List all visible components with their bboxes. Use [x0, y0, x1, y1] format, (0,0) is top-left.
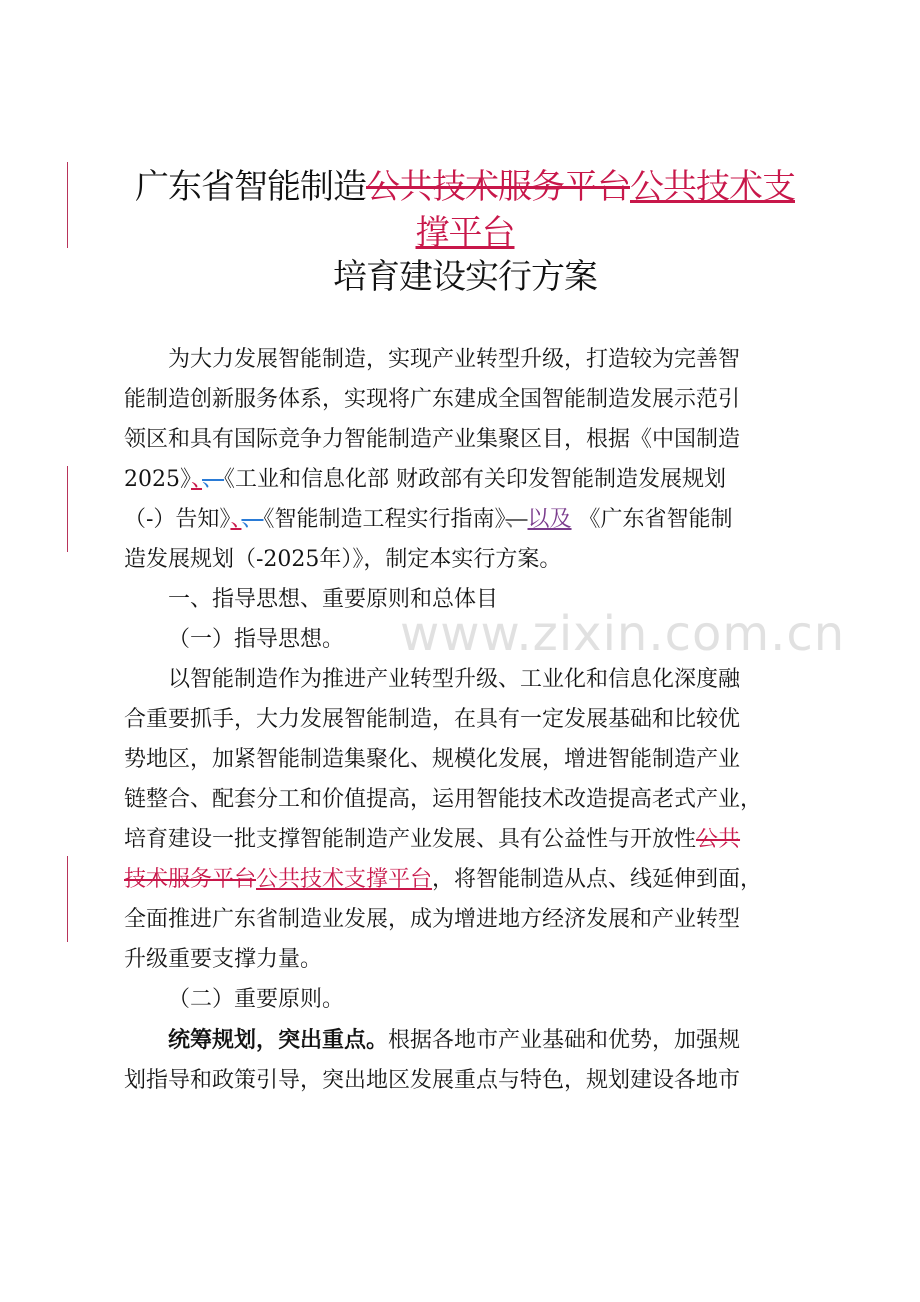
watermark: www.zixin.com.cn: [400, 606, 846, 662]
subsection-heading: （二）重要原则。: [168, 987, 345, 1012]
document-subtitle: [120, 254, 810, 300]
text-line: 合重要抓手，大力发展智能制造，在具有一定发展基础和比较优: [124, 707, 741, 732]
text-run: 《广东省智能制: [578, 507, 733, 532]
principle-paragraph: [124, 1020, 806, 1061]
text-line: [124, 820, 806, 860]
inserted-text: 以及: [527, 507, 572, 532]
text-line: 为大力发展智能制造，实现产业转型升级，打造较为完善智: [168, 347, 741, 372]
text-line: 能制造创新服务体系，实现将广东建成全国智能制造发展示范引: [124, 387, 741, 412]
text-line: [124, 460, 806, 500]
text-run: 根据各地市产业基础和优势，加强规: [388, 1028, 741, 1053]
document-title: [120, 164, 810, 256]
deleted-text: 、: [241, 507, 264, 532]
subtitle-text: 培育建设实行方案: [333, 257, 597, 297]
deleted-text: 、: [202, 467, 225, 492]
title-inserted-text: 公共技术支: [630, 167, 795, 207]
text-line: 以智能制造作为推进产业转型升级、工业化和信息化深度融: [168, 667, 741, 692]
text-line: [124, 500, 806, 540]
deleted-text: 技术服务平台: [124, 867, 257, 892]
document-body: [124, 340, 806, 1101]
title-deleted-text: 公共技术服务平台: [366, 167, 630, 207]
text-run: （-）告知》: [124, 507, 231, 532]
text-run: 《工业和信息化部 财政部有关印发智能制造发展规划: [224, 467, 727, 492]
deleted-text: 公共: [696, 827, 741, 852]
section-heading: 一、指导思想、重要原则和总体目: [168, 587, 499, 612]
text-line: 造发展规划（-2025年）》，制定本实行方案。: [124, 547, 562, 572]
text-line: 势地区，加紧智能制造集聚化、规模化发展，增进智能制造产业: [124, 747, 741, 772]
deleted-text: 、: [505, 507, 528, 532]
subsection-heading: （一）指导思想。: [168, 627, 345, 652]
inserted-text: 、: [230, 507, 242, 532]
change-bar: [67, 162, 68, 248]
text-run: 培育建设一批支撑智能制造产业发展、具有公益性与开放性: [124, 827, 697, 852]
inserted-text: 、: [191, 467, 203, 492]
text-run: ，将智能制造从点、线延伸到面，: [432, 867, 763, 892]
title-text: 广东省智能制造: [135, 167, 366, 207]
text-line: 链整合、配套分工和价值提高，运用智能技术改造提高老式产业，: [124, 787, 763, 812]
text-line: 升级重要支撑力量。: [124, 947, 323, 972]
intro-paragraph: [124, 340, 806, 380]
change-bar: [67, 856, 68, 942]
change-bar: [67, 466, 68, 552]
text-line: 领区和具有国际竞争力智能制造产业集聚区目，根据《中国制造: [124, 427, 741, 452]
text-line: [124, 860, 806, 900]
text-line: 划指导和政策引导，突出地区发展重点与特色，规划建设各地市: [124, 1068, 741, 1093]
text-run: 2025》: [124, 467, 191, 492]
bold-lead: 统筹规划，突出重点。: [168, 1027, 389, 1053]
text-run: 《智能制造工程实行指南》: [263, 507, 506, 532]
text-line: [124, 1020, 806, 1061]
inserted-text: 公共技术支撑平台: [256, 867, 433, 892]
guiding-paragraph: [124, 660, 806, 700]
text-line: 全面推进广东省制造业发展，成为增进地方经济发展和产业转型: [124, 907, 741, 932]
title-inserted-text-2: 撑平台: [415, 213, 515, 253]
